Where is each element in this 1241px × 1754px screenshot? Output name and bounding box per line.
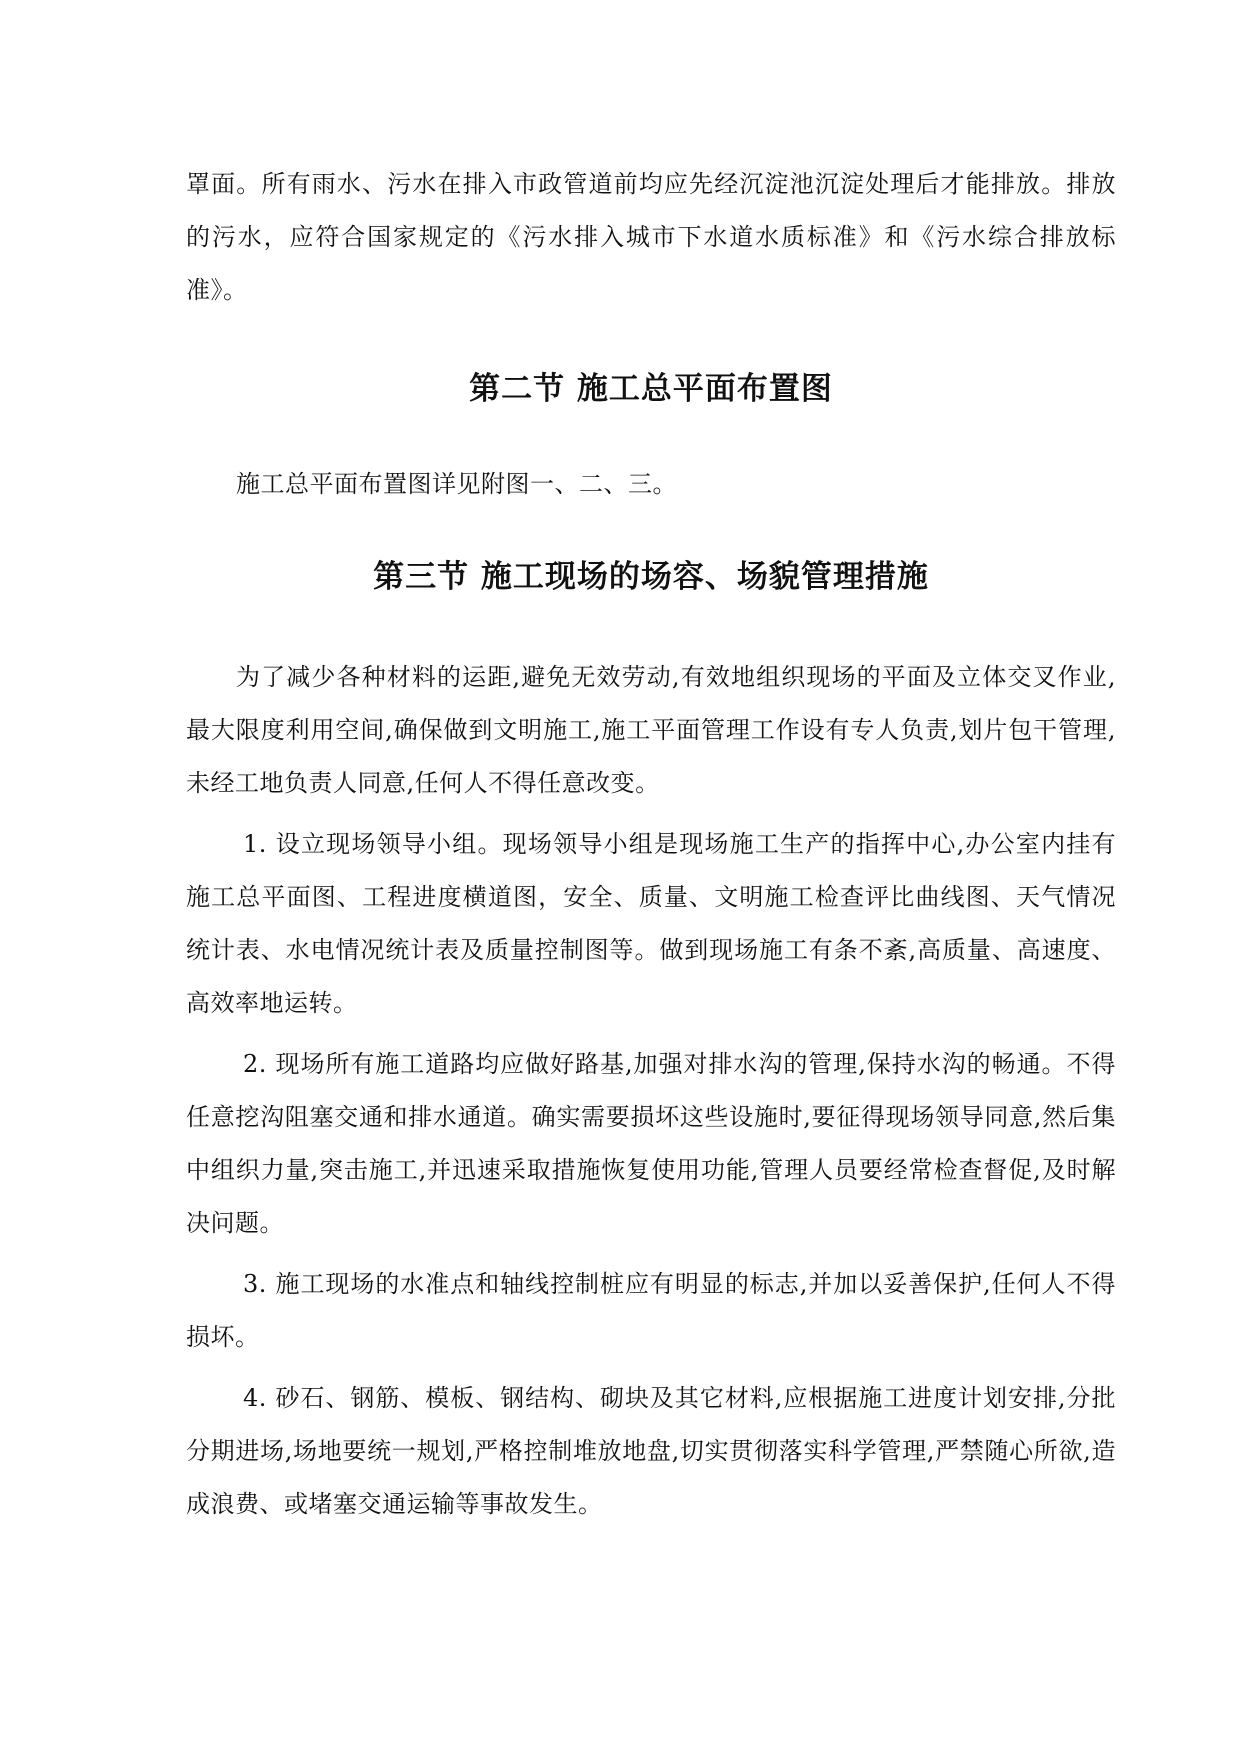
document-content — [186, 158, 1116, 1539]
continuation-paragraph: 罩面。所有雨水、污水在排入市政管道前均应先经沉淀池沉淀处理后才能排放。排放的污水，应符合国家规定的《污水排入城市下水道水质标准》和《污水综合排放标准》。 — [186, 170, 1116, 304]
section-3-intro: 为了减少各种材料的运距,避免无效劳动,有效地组织现场的平面及立体交叉作业,最大限度利用空间,确保做到文明施工,施工平面管理工作设有专人负责,划片包干管理,未经工地负责人同意,任何人不得任意改变。 — [186, 663, 1116, 797]
list-item-2: 2. 现场所有施工道路均应做好路基,加强对排水沟的管理,保持水沟的畅通。不得任意挖沟阻塞交通和排水通道。确实需要损坏这些设施时,要征得现场领导同意,然后集中组织力量,突击施工,并迅速采取措施恢复使用功能,管理人员要经常检查督促,及时解决问题。 — [186, 1050, 1116, 1237]
list-item-3: 3. 施工现场的水准点和轴线控制桩应有明显的标志,并加以妥善保护,任何人不得损坏。 — [186, 1270, 1116, 1351]
section-3-heading: 第三节 施工现场的场容、场貌管理措施 — [373, 559, 929, 595]
section-2-heading: 第二节 施工总平面布置图 — [469, 371, 833, 407]
section-2-body: 施工总平面布置图详见附图一、二、三。 — [236, 470, 677, 498]
list-item-4: 4. 砂石、钢筋、模板、钢结构、砌块及其它材料,应根据施工进度计划安排,分批分期进场,场地要统一规划,严格控制堆放地盘,切实贯彻落实科学管理,严禁随心所欲,造成浪费、或堵塞交通运输等事故发生。 — [186, 1384, 1116, 1518]
list-item-1: 1. 设立现场领导小组。现场领导小组是现场施工生产的指挥中心,办公室内挂有施工总平面图、工程进度横道图，安全、质量、文明施工检查评比曲线图、天气情况统计表、水电情况统计表及质量控制图等。做到现场施工有条不紊,高质量、高速度、高效率地运转。 — [186, 830, 1116, 1017]
